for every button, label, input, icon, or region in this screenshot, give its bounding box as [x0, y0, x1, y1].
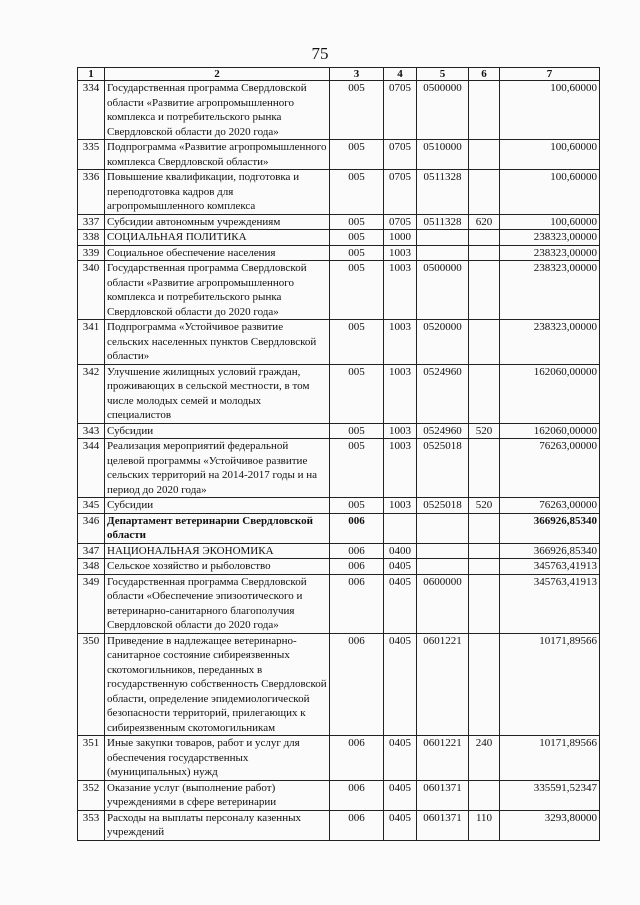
- section-code: 0400: [384, 543, 417, 559]
- ministry-code: 006: [330, 513, 384, 543]
- target-article-code: 0500000: [417, 81, 469, 140]
- row-name: Повышение квалификации, подготовка и переподготовка кадров для агропромышленного комплекса: [105, 170, 330, 215]
- column-header: 2: [105, 68, 330, 81]
- table-row: [78, 559, 600, 575]
- row-name: Государственная программа Свердловской области «Развитие агропромышленного комплекса и потребительского рынка Свердловской области до 2020 года»: [105, 261, 330, 320]
- amount: 162060,00000: [500, 364, 600, 423]
- expense-type-code: [469, 230, 500, 246]
- target-article-code: 0524960: [417, 364, 469, 423]
- ministry-code: 005: [330, 423, 384, 439]
- section-code: 1003: [384, 245, 417, 261]
- section-code: 0705: [384, 214, 417, 230]
- target-article-code: [417, 245, 469, 261]
- table-row: [78, 245, 600, 261]
- row-number: 353: [78, 810, 105, 840]
- row-name: Субсидии автономным учреждениям: [105, 214, 330, 230]
- row-number: 340: [78, 261, 105, 320]
- row-name: Сельское хозяйство и рыболовство: [105, 559, 330, 575]
- target-article-code: 0601371: [417, 780, 469, 810]
- column-header: 3: [330, 68, 384, 81]
- target-article-code: 0601221: [417, 736, 469, 781]
- row-name: Субсидии: [105, 498, 330, 514]
- table-row: [78, 214, 600, 230]
- ministry-code: 005: [330, 245, 384, 261]
- amount: 366926,85340: [500, 543, 600, 559]
- amount: 100,60000: [500, 81, 600, 140]
- target-article-code: 0500000: [417, 261, 469, 320]
- table-row: [78, 81, 600, 140]
- section-code: 0405: [384, 559, 417, 575]
- column-header: 1: [78, 68, 105, 81]
- target-article-code: 0510000: [417, 140, 469, 170]
- table-row: [78, 140, 600, 170]
- amount: 162060,00000: [500, 423, 600, 439]
- row-name: Подпрограмма «Устойчивое развитие сельских населенных пунктов Свердловской области»: [105, 320, 330, 365]
- row-name: Иные закупки товаров, работ и услуг для обеспечения государственных (муниципальных) нужд: [105, 736, 330, 781]
- ministry-code: 006: [330, 810, 384, 840]
- table-row: [78, 423, 600, 439]
- ministry-code: 005: [330, 214, 384, 230]
- ministry-code: 005: [330, 364, 384, 423]
- table-row: [78, 513, 600, 543]
- target-article-code: 0525018: [417, 439, 469, 498]
- section-code: 0405: [384, 736, 417, 781]
- row-name: Субсидии: [105, 423, 330, 439]
- row-number: 343: [78, 423, 105, 439]
- table-row: [78, 810, 600, 840]
- expense-type-code: [469, 261, 500, 320]
- target-article-code: [417, 543, 469, 559]
- expense-type-code: [469, 320, 500, 365]
- table-row: [78, 736, 600, 781]
- expense-type-code: [469, 574, 500, 633]
- expense-type-code: [469, 81, 500, 140]
- row-number: 351: [78, 736, 105, 781]
- ministry-code: 005: [330, 320, 384, 365]
- expense-type-code: 520: [469, 423, 500, 439]
- expense-type-code: [469, 245, 500, 261]
- row-name: Подпрограмма «Развитие агропромышленного комплекса Свердловской области»: [105, 140, 330, 170]
- amount: 100,60000: [500, 140, 600, 170]
- amount: 76263,00000: [500, 439, 600, 498]
- amount: 100,60000: [500, 214, 600, 230]
- ministry-code: 006: [330, 574, 384, 633]
- section-code: 0705: [384, 140, 417, 170]
- column-header: 4: [384, 68, 417, 81]
- row-number: 336: [78, 170, 105, 215]
- ministry-code: 006: [330, 559, 384, 575]
- amount: 10171,89566: [500, 736, 600, 781]
- section-code: 0705: [384, 170, 417, 215]
- ministry-code: 005: [330, 439, 384, 498]
- target-article-code: 0511328: [417, 170, 469, 215]
- ministry-code: 005: [330, 140, 384, 170]
- row-number: 337: [78, 214, 105, 230]
- header-row: [78, 68, 600, 81]
- section-code: 1003: [384, 498, 417, 514]
- expense-type-code: [469, 780, 500, 810]
- section-code: 1003: [384, 261, 417, 320]
- section-code: 0405: [384, 633, 417, 736]
- row-number: 348: [78, 559, 105, 575]
- row-number: 352: [78, 780, 105, 810]
- section-code: 1003: [384, 320, 417, 365]
- row-number: 349: [78, 574, 105, 633]
- ministry-code: 005: [330, 170, 384, 215]
- amount: 345763,41913: [500, 559, 600, 575]
- row-number: 344: [78, 439, 105, 498]
- amount: 238323,00000: [500, 320, 600, 365]
- expense-type-code: 110: [469, 810, 500, 840]
- target-article-code: 0511328: [417, 214, 469, 230]
- amount: 3293,80000: [500, 810, 600, 840]
- table-row: [78, 439, 600, 498]
- row-name: Оказание услуг (выполнение работ) учреждениями в сфере ветеринарии: [105, 780, 330, 810]
- column-header: 6: [469, 68, 500, 81]
- amount: 76263,00000: [500, 498, 600, 514]
- section-code: 1003: [384, 439, 417, 498]
- expense-type-code: [469, 633, 500, 736]
- column-header: 5: [417, 68, 469, 81]
- ministry-code: 006: [330, 633, 384, 736]
- row-number: 347: [78, 543, 105, 559]
- table-row: [78, 633, 600, 736]
- row-name: Реализация мероприятий федеральной целевой программы «Устойчивое развитие сельских территорий на 2014-2017 годы и на период до 2020 года»: [105, 439, 330, 498]
- row-name: Расходы на выплаты персоналу казенных учреждений: [105, 810, 330, 840]
- ministry-code: 006: [330, 780, 384, 810]
- amount: 100,60000: [500, 170, 600, 215]
- target-article-code: [417, 230, 469, 246]
- ministry-code: 006: [330, 543, 384, 559]
- table-row: [78, 574, 600, 633]
- row-name: Государственная программа Свердловской области «Развитие агропромышленного комплекса и потребительского рынка Свердловской области до 2020 года»: [105, 81, 330, 140]
- section-code: 1003: [384, 423, 417, 439]
- budget-table: [77, 67, 600, 841]
- row-number: 338: [78, 230, 105, 246]
- table-row: [78, 498, 600, 514]
- expense-type-code: [469, 543, 500, 559]
- section-code: 0405: [384, 810, 417, 840]
- section-code: 0405: [384, 574, 417, 633]
- table-row: [78, 230, 600, 246]
- row-number: 341: [78, 320, 105, 365]
- section-code: [384, 513, 417, 543]
- row-number: 342: [78, 364, 105, 423]
- table-row: [78, 543, 600, 559]
- section-code: 0405: [384, 780, 417, 810]
- target-article-code: [417, 513, 469, 543]
- target-article-code: [417, 559, 469, 575]
- page-number: 75: [311, 44, 329, 63]
- amount: 238323,00000: [500, 230, 600, 246]
- expense-type-code: [469, 439, 500, 498]
- amount: 366926,85340: [500, 513, 600, 543]
- table-row: [78, 364, 600, 423]
- table-row: [78, 261, 600, 320]
- section-code: 1003: [384, 364, 417, 423]
- table-row: [78, 320, 600, 365]
- row-number: 345: [78, 498, 105, 514]
- ministry-code: 005: [330, 230, 384, 246]
- ministry-code: 005: [330, 498, 384, 514]
- row-name: Улучшение жилищных условий граждан, проживающих в сельской местности, в том числе молодых семей и молодых специалистов: [105, 364, 330, 423]
- row-number: 334: [78, 81, 105, 140]
- amount: 345763,41913: [500, 574, 600, 633]
- table-row: [78, 780, 600, 810]
- row-number: 339: [78, 245, 105, 261]
- target-article-code: 0600000: [417, 574, 469, 633]
- table-row: [78, 170, 600, 215]
- ministry-code: 005: [330, 81, 384, 140]
- row-name: Приведение в надлежащее ветеринарно-санитарное состояние сибиреязвенных скотомогильников, переданных в государственную собственность Свердловской области, определение эпидемиологической безопасности территорий, прилегающих к сибиреязвенным скотомогильникам: [105, 633, 330, 736]
- ministry-code: 005: [330, 261, 384, 320]
- amount: 10171,89566: [500, 633, 600, 736]
- row-number: 335: [78, 140, 105, 170]
- amount: 238323,00000: [500, 261, 600, 320]
- expense-type-code: 240: [469, 736, 500, 781]
- expense-type-code: [469, 140, 500, 170]
- row-number: 346: [78, 513, 105, 543]
- row-name: НАЦИОНАЛЬНАЯ ЭКОНОМИКА: [105, 543, 330, 559]
- expense-type-code: 520: [469, 498, 500, 514]
- expense-type-code: [469, 559, 500, 575]
- expense-type-code: [469, 170, 500, 215]
- column-header: 7: [500, 68, 600, 81]
- row-name: Департамент ветеринарии Свердловской области: [105, 513, 330, 543]
- row-number: 350: [78, 633, 105, 736]
- table-body: [78, 81, 600, 841]
- expense-type-code: [469, 513, 500, 543]
- section-code: 0705: [384, 81, 417, 140]
- amount: 238323,00000: [500, 245, 600, 261]
- target-article-code: 0524960: [417, 423, 469, 439]
- row-name: Социальное обеспечение населения: [105, 245, 330, 261]
- target-article-code: 0601221: [417, 633, 469, 736]
- ministry-code: 006: [330, 736, 384, 781]
- target-article-code: 0520000: [417, 320, 469, 365]
- expense-type-code: 620: [469, 214, 500, 230]
- amount: 335591,52347: [500, 780, 600, 810]
- expense-type-code: [469, 364, 500, 423]
- target-article-code: 0601371: [417, 810, 469, 840]
- row-name: СОЦИАЛЬНАЯ ПОЛИТИКА: [105, 230, 330, 246]
- row-name: Государственная программа Свердловской области «Обеспечение эпизоотического и ветеринарно-санитарного благополучия Свердловской области до 2020 года»: [105, 574, 330, 633]
- section-code: 1000: [384, 230, 417, 246]
- target-article-code: 0525018: [417, 498, 469, 514]
